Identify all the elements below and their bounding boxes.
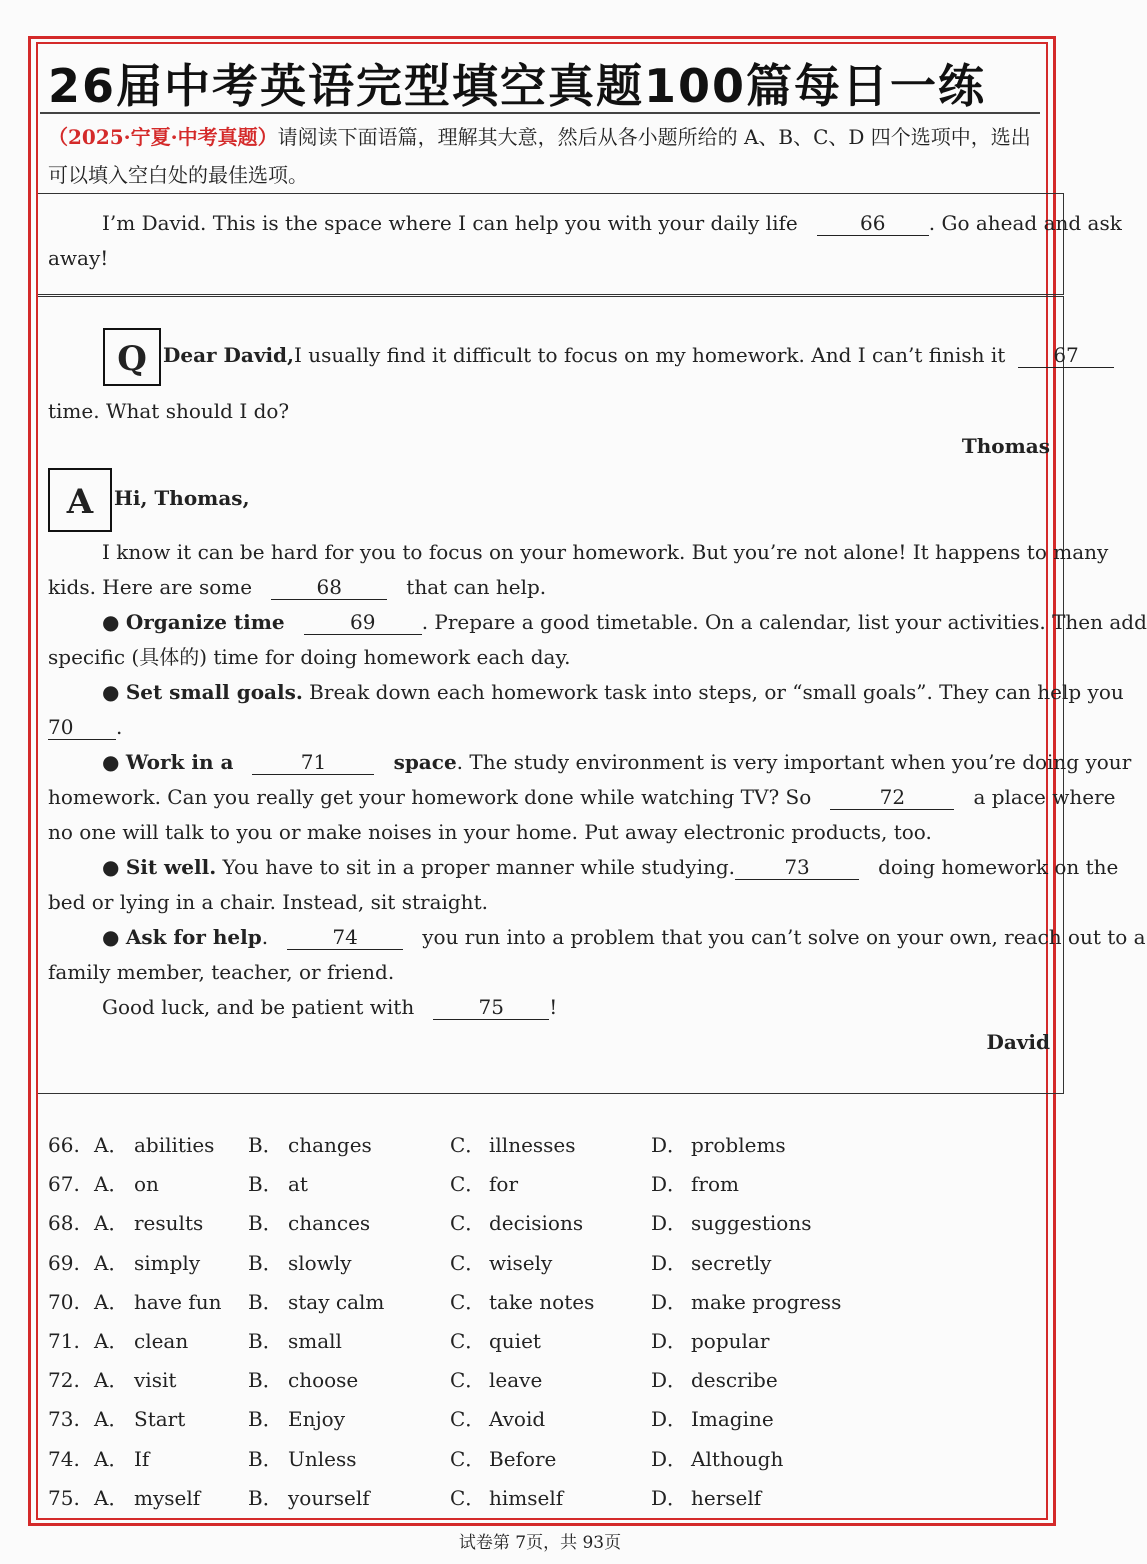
option-b[interactable]: at [288, 1172, 308, 1197]
option-b[interactable]: chances [288, 1211, 371, 1236]
question-row [48, 1361, 1028, 1400]
option-letter-d: D． [651, 1250, 688, 1275]
option-a[interactable]: Start [134, 1407, 186, 1432]
option-d[interactable]: Although [691, 1446, 784, 1471]
option-c[interactable]: wisely [489, 1250, 553, 1275]
option-b[interactable]: stay calm [288, 1289, 385, 1314]
question-row [48, 1283, 1028, 1322]
option-d[interactable]: describe [691, 1368, 778, 1393]
option-a[interactable]: myself [134, 1485, 201, 1510]
option-b[interactable]: yourself [288, 1485, 370, 1510]
blank-70: 70 [48, 715, 116, 740]
option-c[interactable]: Avoid [489, 1407, 546, 1432]
option-letter-c: C． [450, 1485, 486, 1510]
question-row [48, 1244, 1028, 1283]
option-letter-b: B． [248, 1250, 283, 1275]
option-letter-b: B． [248, 1172, 283, 1197]
question-badge: Q [103, 328, 161, 386]
question-number: 67. [48, 1172, 80, 1197]
question-row [48, 1440, 1028, 1479]
option-b[interactable]: small [288, 1328, 342, 1353]
option-d[interactable]: from [691, 1172, 739, 1197]
blank-73: 73 [735, 855, 859, 880]
question-line2: time. What should I do? Thomas [48, 394, 1050, 464]
answer-badge: A [48, 468, 112, 532]
answer-signature: David [986, 1030, 1050, 1054]
option-a[interactable]: visit [134, 1368, 177, 1393]
title-divider [40, 112, 1040, 114]
question-row [48, 1165, 1028, 1204]
option-letter-d: D． [651, 1446, 688, 1471]
option-letter-b: B． [248, 1368, 283, 1393]
question-row [48, 1479, 1028, 1518]
option-letter-a: A． [94, 1289, 129, 1314]
option-letter-c: C． [450, 1368, 486, 1393]
option-letter-d: D． [651, 1407, 688, 1432]
question-row [48, 1322, 1028, 1361]
question-number: 75. [48, 1485, 80, 1510]
option-c[interactable]: take notes [489, 1289, 595, 1314]
option-letter-a: A． [94, 1172, 129, 1197]
option-letter-a: A． [94, 1446, 129, 1471]
option-c[interactable]: himself [489, 1485, 564, 1510]
option-d[interactable]: Imagine [691, 1407, 774, 1432]
option-letter-d: D． [651, 1289, 688, 1314]
option-a[interactable]: have fun [134, 1289, 222, 1314]
option-b[interactable]: slowly [288, 1250, 352, 1275]
question-number: 71. [48, 1328, 80, 1353]
option-letter-c: C． [450, 1211, 486, 1236]
option-letter-a: A． [94, 1250, 129, 1275]
question-number: 70. [48, 1289, 80, 1314]
option-letter-d: D． [651, 1328, 688, 1353]
option-a[interactable]: abilities [134, 1133, 215, 1157]
option-c[interactable]: decisions [489, 1211, 584, 1236]
option-letter-c: C． [450, 1446, 486, 1471]
option-d[interactable]: herself [691, 1485, 762, 1510]
question-row [48, 1400, 1028, 1439]
option-a[interactable]: results [134, 1211, 204, 1236]
question-signature: Thomas [961, 434, 1050, 458]
question-letter: Q Dear David,I usually find it difficult to focus on my homework. And I can’t finish it 67 [48, 324, 1050, 386]
instructions [48, 118, 1038, 194]
option-letter-b: B． [248, 1211, 283, 1236]
option-letter-d: D． [651, 1368, 688, 1393]
option-letter-a: A． [94, 1211, 129, 1236]
blank-71: 71 [252, 750, 374, 775]
option-letter-a: A． [94, 1328, 129, 1353]
answer-options [48, 1126, 1028, 1518]
option-d[interactable]: popular [691, 1328, 770, 1353]
option-letter-b: B． [248, 1289, 283, 1314]
blank-67: 67 [1018, 343, 1114, 368]
option-c[interactable]: for [489, 1172, 519, 1197]
question-number: 72. [48, 1368, 80, 1393]
question-number: 69. [48, 1250, 80, 1275]
blank-66: 66 [817, 211, 929, 236]
option-letter-c: C． [450, 1407, 486, 1432]
option-letter-b: B． [248, 1407, 283, 1432]
answer-header [48, 466, 1050, 532]
option-b[interactable]: choose [288, 1368, 359, 1393]
blank-69: 69 [304, 610, 422, 635]
option-letter-a: A． [94, 1407, 129, 1432]
option-d[interactable]: suggestions [691, 1211, 812, 1236]
option-letter-c: C． [450, 1250, 486, 1275]
question-number: 66. [48, 1133, 80, 1157]
option-c[interactable]: quiet [489, 1328, 541, 1353]
option-letter-c: C． [450, 1172, 486, 1197]
blank-72: 72 [830, 785, 954, 810]
option-letter-b: B． [248, 1446, 283, 1471]
option-b[interactable]: Enjoy [288, 1407, 346, 1432]
option-c[interactable]: Before [489, 1446, 557, 1471]
option-a[interactable]: simply [134, 1250, 201, 1275]
option-d[interactable]: problems [691, 1133, 786, 1157]
question-number: 74. [48, 1446, 80, 1471]
option-letter-d: D． [651, 1172, 688, 1197]
question-number: 68. [48, 1211, 80, 1236]
option-a[interactable]: clean [134, 1328, 189, 1353]
option-letter-d: D． [651, 1211, 688, 1236]
option-letter-b: B． [248, 1133, 283, 1157]
option-letter-c: C． [450, 1289, 486, 1314]
source-label: （2025·宁夏·中考真题） [48, 125, 278, 149]
option-c[interactable]: illnesses [489, 1133, 576, 1157]
option-d[interactable]: secretly [691, 1250, 772, 1275]
option-b[interactable]: Unless [288, 1446, 357, 1471]
option-letter-c: C． [450, 1133, 486, 1157]
option-letter-a: A． [94, 1368, 129, 1393]
instructions-text: 请阅读下面语篇，理解其大意，然后从各小题所给的 A、B、C、D 四个选项中，选出可以填入空白处的最佳选项。 [48, 125, 1031, 187]
option-d[interactable]: make progress [691, 1289, 842, 1314]
option-c[interactable]: leave [489, 1368, 543, 1393]
question-greeting: Dear David, [163, 343, 294, 367]
option-letter-a: A． [94, 1133, 129, 1157]
question-row [48, 1126, 1028, 1165]
option-letter-b: B． [248, 1485, 283, 1510]
intro-paragraph: I’m David. This is the space where I can help you with your daily life 66 . Go ahead and ask away! [48, 211, 1122, 270]
option-letter-d: D． [651, 1133, 688, 1157]
blank-68: 68 [271, 575, 387, 600]
answer-greeting: Hi, Thomas, [114, 486, 250, 510]
option-b[interactable]: changes [288, 1133, 372, 1157]
option-a[interactable]: If [134, 1446, 150, 1471]
option-letter-b: B． [248, 1328, 283, 1353]
blank-75: 75 [433, 995, 549, 1020]
blank-74: 74 [287, 925, 403, 950]
question-number: 73. [48, 1407, 80, 1432]
answer-body: I know it can be hard for you to focus on your homework. But you’re not alone! It happens to many kids. Here are some 68 that can help. ● Organize time 69 . Prepare a good timetable. On a calendar, list your activities. Then add specific (具体的) time for doing homework each day. ● Set small goals. Break down each homework task into steps, or “small goals”. They can help you 70 . ● Work in a 71 space. The study environment is very important when you’re doing your homework. Can you really get your homework done while watching TV? So 72 a place where no one will talk to you or make noises in your home. Put away electronic products, too. ● Sit well. You have to sit in a proper manner while studying. 73 doing homework on the bed or lying in a chair. Instead, sit straight. ● Ask for help. 74 you run into a problem that you can’t solve on your own, reach out to a family member, teacher, or friend. Good luck, and be patient with 75 ! David [48, 535, 1050, 1060]
option-letter-c: C． [450, 1328, 486, 1353]
option-letter-d: D． [651, 1485, 688, 1510]
option-letter-a: A． [94, 1485, 129, 1510]
question-row [48, 1204, 1028, 1243]
page-footer: 试卷第 7页，共 93页 [458, 1533, 622, 1553]
option-a[interactable]: on [134, 1172, 159, 1197]
page-title: 26届中考英语完型填空真题100篇每日一练 [48, 59, 987, 113]
